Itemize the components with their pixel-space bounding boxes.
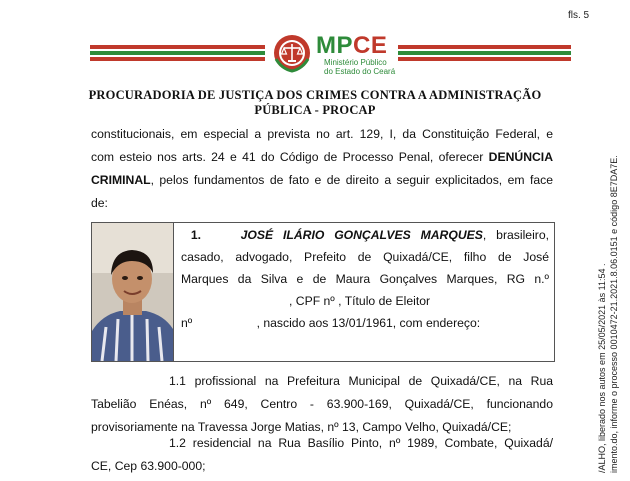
document-title-line-2: PÚBLICA - PROCAP — [254, 103, 376, 117]
address1-line-3: provisoriamente na Travessa Jorge Matias, nº 13, Campo Velho, Quixadá/CE; — [91, 420, 512, 434]
document-title-line-1: PROCURADORIA DE JUSTIÇA DOS CRIMES CONTRA A ADMINISTRAÇÃO — [88, 88, 542, 102]
side-authentication-note — [595, 95, 630, 475]
address2-line-1: 1.2 residencial na Rua Basílio Pinto, nº 1989, Combate, Quixadá/ — [169, 436, 553, 450]
scales-of-justice-icon — [272, 33, 312, 73]
intro-line-1: constitucionais, em especial a prevista no art. 129, I, da Constituição Federal, e — [91, 127, 553, 141]
address-professional — [91, 370, 553, 439]
address-residential — [91, 432, 553, 478]
side-note-line-2: imento.do, informe o processo 0010472-21.2021.8.06.0151 e código 8E7DA7E. — [609, 155, 619, 473]
page-number: fls. 5 — [568, 10, 590, 21]
defendant-line-3: Marques da Silva e de Maura Gonçalves Marques, RG n.º — [181, 272, 549, 286]
logo-brand: MPCE — [316, 32, 388, 59]
defendant-name: JOSÉ ILÁRIO GONÇALVES MARQUES — [240, 228, 483, 242]
defendant-line-4: , CPF nº , Título de Eleitor — [289, 294, 431, 308]
defendant-details — [181, 224, 549, 334]
address2-line-2: CE, Cep 63.900-000; — [91, 459, 206, 473]
defendant-line-1: 1. JOSÉ ILÁRIO GONÇALVES MARQUES, brasileiro, — [190, 228, 550, 242]
defendant-line-5: nº , nascido aos 13/01/1961, com endereço: — [181, 316, 481, 330]
mpce-logo — [272, 33, 396, 77]
intro-line-3: CRIMINAL, pelos fundamentos de fato e de direito a seguir explicitados, em face — [91, 173, 553, 187]
defendant-line-2: casado, advogado, Prefeito de Quixadá/CE, filho de José — [181, 250, 549, 264]
address1-line-1: 1.1 profissional na Prefeitura Municipal de Quixadá/CE, na Rua — [169, 374, 553, 388]
defendant-box — [91, 222, 555, 362]
logo-subtitle-1: Ministério Público — [324, 58, 387, 67]
intro-line-2: com esteio nos arts. 24 e 41 do Código de Processo Penal, oferecer DENÚNCIA — [91, 150, 553, 164]
logo-subtitle-2: do Estado do Ceará — [324, 67, 396, 76]
intro-paragraph — [91, 123, 553, 215]
side-note-line-1: /ALHO, liberado nos autos em 25/05/2021 às 11:54 . — [597, 263, 607, 473]
defendant-photo — [92, 223, 174, 361]
intro-line-4: de: — [91, 196, 108, 210]
address1-line-2: Tabelião Enéas, nº 649, Centro - 63.900-169, Quixadá/CE, funcionando — [91, 397, 553, 411]
